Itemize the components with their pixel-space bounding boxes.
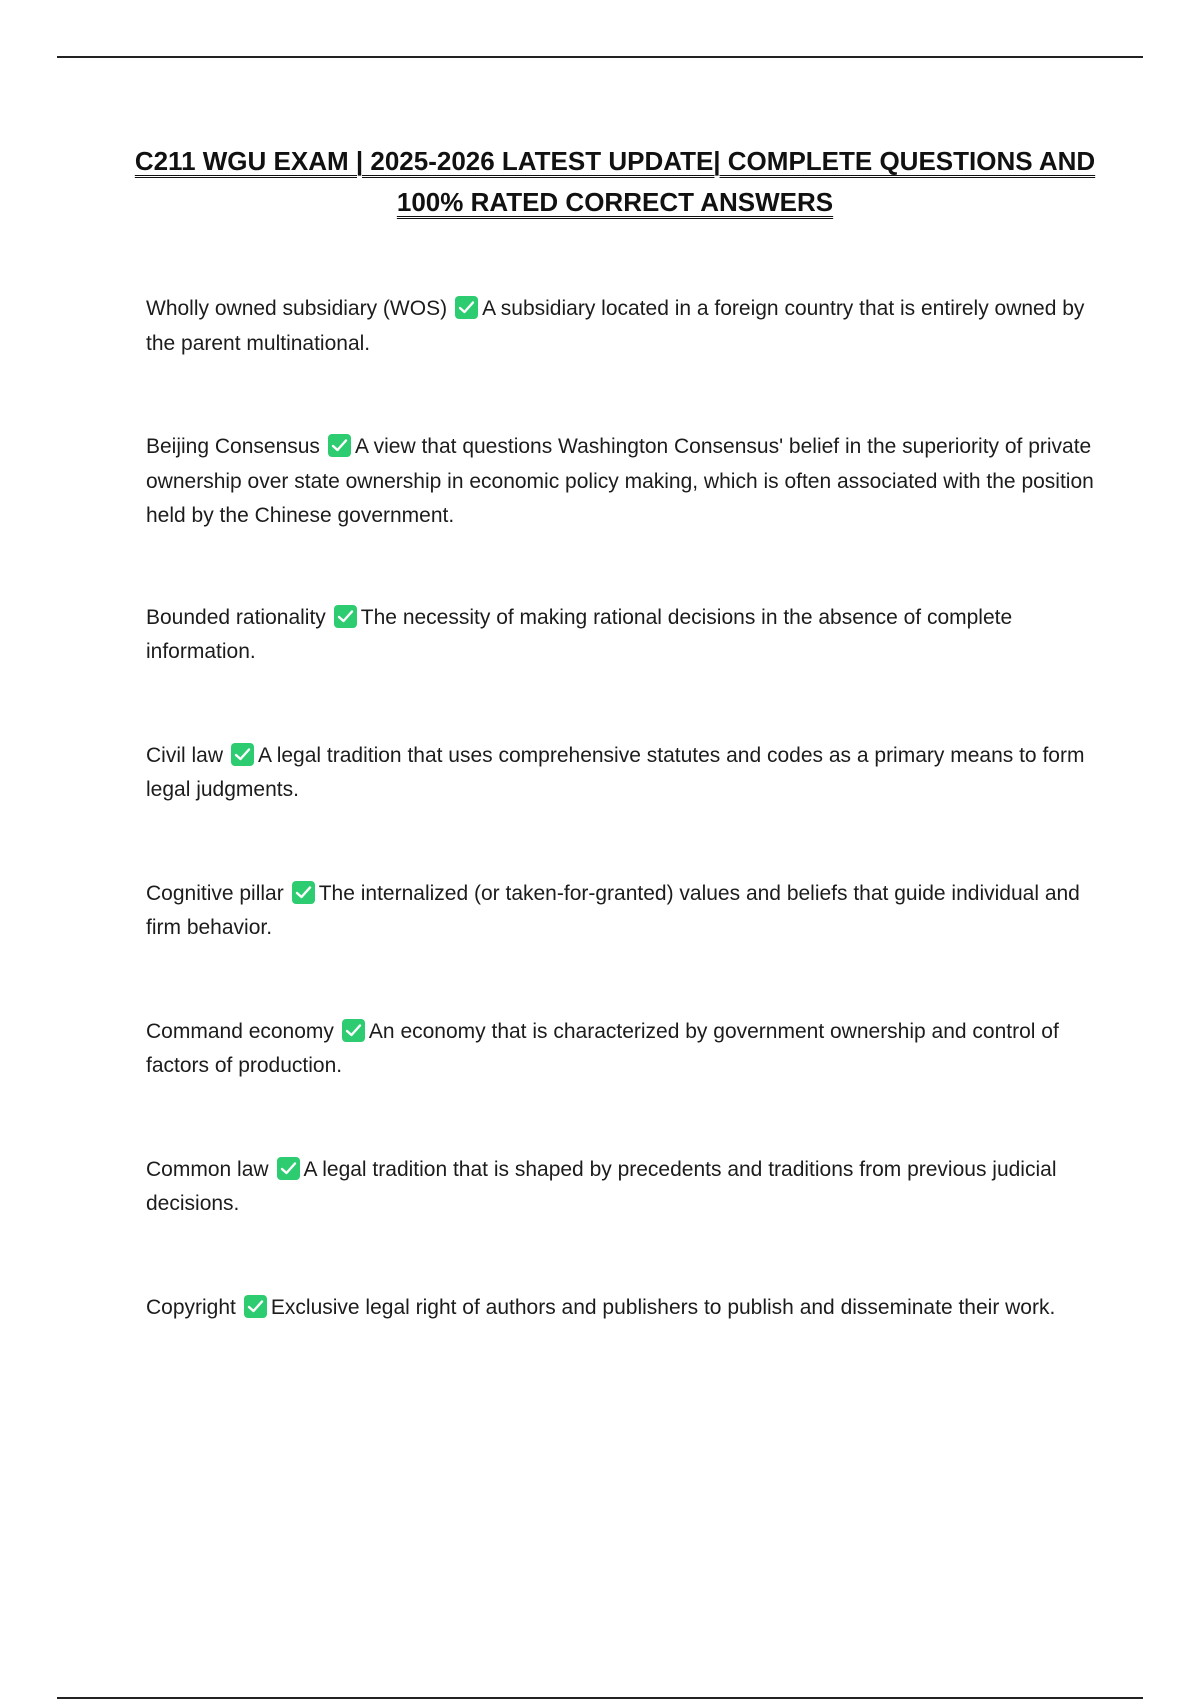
check-mark-icon — [455, 296, 478, 319]
entry-term: Common law — [146, 1157, 269, 1181]
entry-definition: A view that questions Washington Consensus' belief in the superiority of private ownership over state ownership in economic policy making, which is often associated with the position held by the Chinese government. — [146, 435, 1094, 527]
definition-entry — [146, 1015, 1096, 1084]
entry-definition: A legal tradition that uses comprehensive statutes and codes as a primary means to form legal judgments. — [146, 743, 1085, 801]
check-mark-icon — [292, 881, 315, 904]
check-mark-icon — [231, 743, 254, 766]
entry-term: Civil law — [146, 743, 224, 767]
entry-term: Bounded rationality — [146, 605, 326, 629]
entry-definition: Exclusive legal right of authors and publishers to publish and disseminate their work. — [270, 1295, 1056, 1319]
entry-term: Beijing Consensus — [146, 435, 320, 458]
definition-entry — [146, 601, 1096, 670]
entry-definition: The necessity of making rational decisions in the absence of complete information. — [146, 605, 1013, 663]
entry-definition: A legal tradition that is shaped by precedents and traditions from previous judicial decisions. — [146, 1157, 1057, 1215]
check-mark-icon — [244, 1295, 267, 1318]
entry-definition: An economy that is characterized by government ownership and control of factors of production. — [146, 1019, 1059, 1077]
entry-term: Wholly owned subsidiary (WOS) — [146, 297, 448, 320]
check-mark-icon — [334, 605, 357, 628]
document-title: C211 WGU EXAM | 2025-2026 LATEST UPDATE| COMPLETE QUESTIONS AND 100% RATED CORRECT ANSWERS — [134, 146, 1096, 217]
check-mark-icon — [342, 1019, 365, 1042]
check-mark-icon — [328, 434, 351, 457]
definition-entry — [146, 1153, 1096, 1222]
header-rule — [57, 56, 1143, 58]
entry-term: Command economy — [146, 1019, 334, 1043]
entry-definition: The internalized (or taken-for-granted) values and beliefs that guide individual and firm behavior. — [146, 881, 1080, 939]
entry-term: Copyright — [146, 1295, 236, 1319]
definition-entry — [146, 292, 1096, 361]
footer-rule — [57, 1697, 1143, 1699]
entry-term: Cognitive pillar — [146, 881, 284, 905]
check-mark-icon — [277, 1157, 300, 1180]
definition-entry — [146, 877, 1096, 946]
definition-entry — [146, 430, 1096, 534]
definition-entry — [146, 739, 1096, 808]
definition-list — [146, 292, 1096, 1394]
definition-entry — [146, 1291, 1096, 1326]
entry-definition: A subsidiary located in a foreign country that is entirely owned by the parent multinational. — [146, 297, 1085, 355]
